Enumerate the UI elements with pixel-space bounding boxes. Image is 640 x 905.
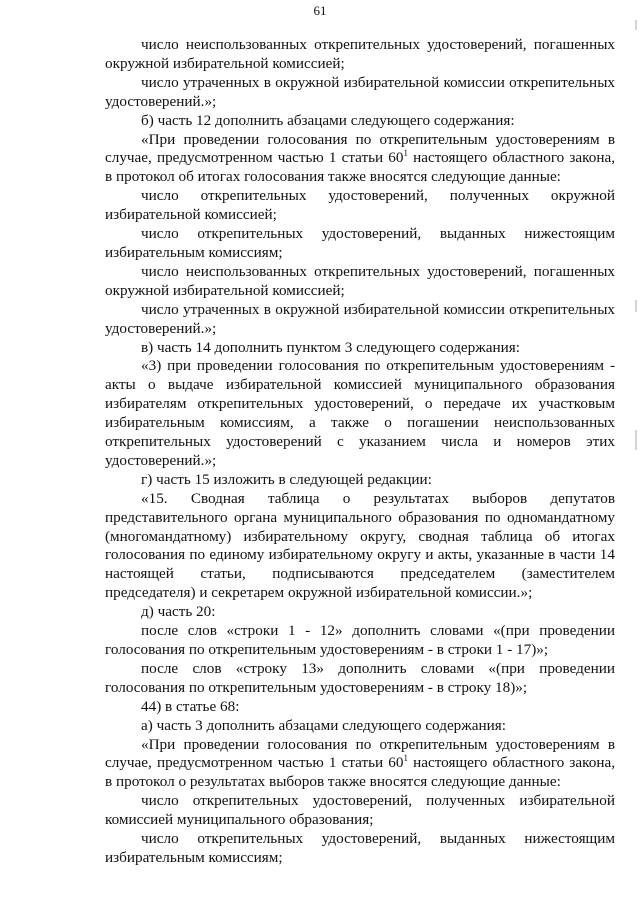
superscript: 1 (403, 753, 408, 764)
paragraph: число открепительных удостоверений, выданных нижестоящим избирательным комиссиям; (105, 225, 615, 261)
paragraph: число утраченных в окружной избирательной комиссии открепительных удостоверений.»; (105, 73, 615, 110)
scan-edge-mark (635, 300, 637, 312)
paragraph: «15. Сводная таблица о результатах выборов депутатов представительного органа муниципального образования по одномандатному (многомандатному) избирательному округу, сводная таблица об итогах голосования по единому избирательному округу и акты, указанные в части 14 настоящей статьи, подписываются председателем (заместителем председателя) и секретарем окружной избирательной комиссии.»; (105, 489, 615, 602)
paragraph: число неиспользованных открепительных удостоверений, погашенных окружной избирательной комиссией; (105, 36, 615, 72)
paragraph: число утраченных в окружной избирательной комиссии открепительных удостоверений.»; (105, 300, 615, 337)
paragraph-text: настоящего областного закона, в протокол об итогах голосования также вносятся следующие данные: (105, 149, 615, 186)
paragraph: б) часть 12 дополнить абзацами следующего содержания: (141, 111, 515, 129)
paragraph (105, 131, 615, 188)
paragraph-text: настоящего областного закона, в протокол о результатах выборов также вносятся следующие данные: (105, 754, 615, 791)
paragraph-text: «При проведении голосования по открепительным удостоверениям в случае, предусмотренном частью 1 статьи 60 (105, 735, 615, 772)
paragraph: после слов «строки 1 - 12» дополнить словами «(при проведении голосования по открепительным удостоверениям - в строки 1 - 17)»; (105, 622, 615, 658)
paragraph (105, 736, 615, 793)
paragraph: г) часть 15 изложить в следующей редакции: (141, 470, 432, 488)
paragraph: «3) при проведении голосования по открепительным удостоверениям - акты о выдаче избирательной комиссией муниципального образования избирателям открепительных удостоверений, о передаче их участковым избирательным комиссиям, а также о погашении неиспользованных открепительных удостоверений с указанием числа и номеров этих удостоверений.»; (105, 357, 615, 469)
paragraph: число открепительных удостоверений, полученных окружной избирательной комиссией; (105, 187, 615, 224)
scan-edge-mark (635, 20, 637, 30)
page-number: 61 (313, 3, 327, 18)
paragraph: число открепительных удостоверений, полученных избирательной комиссией муниципального образования; (105, 792, 615, 829)
superscript: 1 (403, 148, 408, 159)
paragraph: а) часть 3 дополнить абзацами следующего содержания: (141, 716, 506, 734)
document-body (105, 36, 615, 868)
paragraph: в) часть 14 дополнить пунктом 3 следующего содержания: (141, 338, 520, 356)
paragraph: число открепительных удостоверений, выданных нижестоящим избирательным комиссиям; (105, 830, 615, 866)
scan-edge-mark (635, 430, 637, 450)
paragraph: д) часть 20: (141, 603, 216, 621)
paragraph: число неиспользованных открепительных удостоверений, погашенных окружной избирательной комиссией; (105, 262, 615, 299)
paragraph: 44) в статье 68: (141, 697, 240, 715)
paragraph-text: «При проведении голосования по открепительным удостоверениям в случае, предусмотренном частью 1 статьи 60 (105, 130, 615, 167)
paragraph: после слов «строку 13» дополнить словами «(при проведении голосования по открепительным удостоверениям - в строку 18)»; (105, 659, 615, 696)
